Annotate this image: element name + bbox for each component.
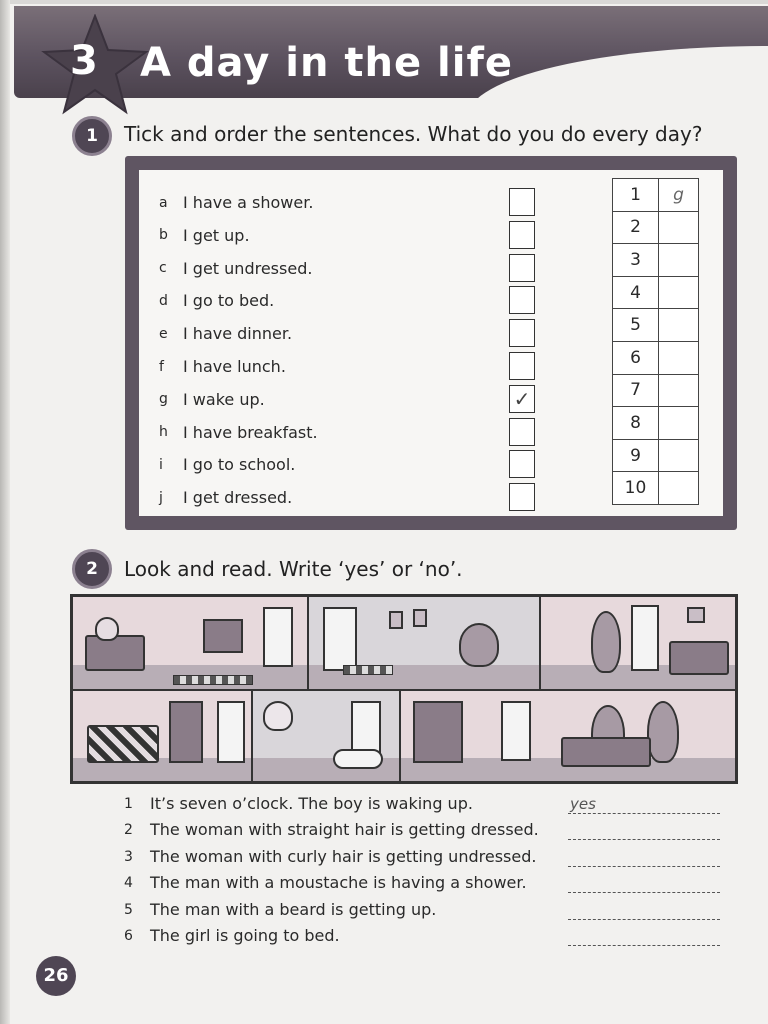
sentence-letter: j — [159, 489, 163, 506]
answer-line[interactable] — [568, 821, 720, 840]
order-number: 7 — [613, 374, 659, 407]
sentence-text: I get up. — [183, 225, 250, 245]
order-answer-cell[interactable] — [659, 472, 699, 505]
sentence-text: I have dinner. — [183, 324, 293, 344]
order-answer-cell[interactable] — [659, 244, 699, 277]
tick-box[interactable]: ✓ — [509, 385, 535, 413]
order-row — [613, 407, 699, 440]
order-row — [613, 309, 699, 342]
question-number: 2 — [124, 822, 133, 839]
order-answer-cell[interactable] — [659, 407, 699, 440]
order-table — [612, 178, 699, 505]
question-text: The woman with curly hair is getting undressed. — [150, 846, 537, 866]
order-row — [613, 179, 699, 212]
sentence-text: I wake up. — [183, 389, 265, 409]
tick-box[interactable] — [509, 319, 535, 347]
answer-line[interactable] — [568, 874, 720, 893]
sentence-row — [159, 317, 292, 350]
question-number: 4 — [124, 875, 133, 892]
order-number: 1 — [613, 179, 659, 212]
exercise-1-badge: 1 — [72, 116, 112, 156]
order-number: 2 — [613, 211, 659, 244]
order-answer-cell[interactable] — [659, 309, 699, 342]
sentence-letter: a — [159, 194, 168, 211]
sentence-row — [159, 350, 286, 383]
tick-box[interactable] — [509, 254, 535, 282]
order-answer-cell[interactable] — [659, 211, 699, 244]
sentence-row — [159, 252, 312, 285]
question-row — [124, 926, 340, 945]
scene-boy-waking — [72, 596, 308, 690]
picture-strip — [70, 594, 738, 784]
page-spine — [0, 0, 10, 1024]
order-number: 4 — [613, 276, 659, 309]
sentence-letter: e — [159, 325, 168, 342]
sentence-row — [159, 219, 250, 252]
sentence-text: I have a shower. — [183, 193, 314, 212]
sentence-row — [159, 448, 295, 481]
question-number: 6 — [124, 928, 133, 944]
question-number: 3 — [124, 848, 133, 865]
sentence-row — [159, 186, 313, 219]
order-number: 10 — [613, 472, 659, 505]
sentence-text: I get undressed. — [183, 258, 313, 278]
scene-woman-dressing — [540, 596, 736, 690]
order-number: 9 — [613, 439, 659, 472]
order-number: 8 — [613, 407, 659, 440]
sentence-letter: f — [159, 358, 164, 375]
order-answer-cell[interactable]: g — [659, 179, 699, 212]
tick-box[interactable] — [509, 188, 535, 216]
tick-box[interactable] — [509, 221, 535, 249]
order-number: 5 — [613, 309, 659, 342]
order-row — [613, 244, 699, 277]
answer-line[interactable] — [568, 927, 720, 946]
order-answer-cell[interactable] — [659, 439, 699, 472]
sentence-text: I have lunch. — [183, 357, 286, 376]
tick-box[interactable] — [509, 450, 535, 478]
tick-box[interactable] — [509, 352, 535, 380]
order-number: 3 — [613, 244, 659, 277]
sentence-letter: b — [159, 227, 168, 244]
exercise-2-instruction: Look and read. Write ‘yes’ or ‘no’. — [124, 557, 463, 581]
sentence-letter: c — [159, 260, 167, 277]
question-row — [124, 820, 539, 839]
question-text: The man with a moustache is having a shower. — [150, 873, 527, 893]
sentence-text: I get dressed. — [183, 488, 293, 508]
answer-line[interactable]: yes — [568, 795, 720, 814]
answer-line[interactable] — [568, 848, 720, 867]
question-text: The woman with straight hair is getting dressed. — [150, 820, 539, 840]
sentence-text: I go to school. — [183, 455, 296, 475]
order-row — [613, 341, 699, 374]
tick-box[interactable] — [509, 286, 535, 314]
sentence-letter: d — [159, 292, 168, 309]
sentence-letter: h — [159, 424, 168, 441]
sentence-row — [159, 383, 265, 416]
scene-bathroom — [252, 690, 400, 782]
exercise-1-panel — [125, 156, 737, 530]
order-row — [613, 211, 699, 244]
sentence-row — [159, 481, 292, 514]
question-text: The girl is going to bed. — [150, 926, 340, 945]
unit-number: 3 — [70, 38, 98, 84]
question-text: The man with a beard is getting up. — [150, 899, 437, 919]
order-row — [613, 276, 699, 309]
sentence-letter: i — [159, 456, 163, 473]
question-row — [124, 873, 527, 892]
sentence-text: I go to bed. — [183, 291, 275, 311]
order-answer-cell[interactable] — [659, 276, 699, 309]
order-answer-cell[interactable] — [659, 341, 699, 374]
order-number: 6 — [613, 341, 659, 374]
scene-hallway — [308, 596, 540, 690]
page-number: 26 — [36, 956, 76, 996]
unit-title: A day in the life — [140, 40, 513, 86]
exercise-1-instruction: Tick and order the sentences. What do you do every day? — [124, 122, 703, 146]
exercise-1-content — [139, 170, 723, 516]
tick-box[interactable] — [509, 418, 535, 446]
question-number: 5 — [124, 901, 133, 918]
order-answer-cell[interactable] — [659, 374, 699, 407]
question-number: 1 — [124, 796, 133, 812]
sentence-row — [159, 284, 274, 317]
scene-girl-bedroom — [72, 690, 252, 782]
question-row — [124, 900, 436, 919]
sentence-row — [159, 416, 318, 449]
question-row — [124, 847, 536, 866]
question-row — [124, 794, 473, 813]
order-row — [613, 374, 699, 407]
question-text: It’s seven o’clock. The boy is waking up. — [150, 794, 473, 813]
sentence-text: I have breakfast. — [183, 422, 318, 442]
sentence-letter: g — [159, 391, 168, 408]
answer-line[interactable] — [568, 901, 720, 920]
exercise-2-badge: 2 — [72, 549, 112, 589]
order-row — [613, 439, 699, 472]
order-row — [613, 472, 699, 505]
tick-box[interactable] — [509, 483, 535, 511]
scene-living-room — [400, 690, 736, 782]
